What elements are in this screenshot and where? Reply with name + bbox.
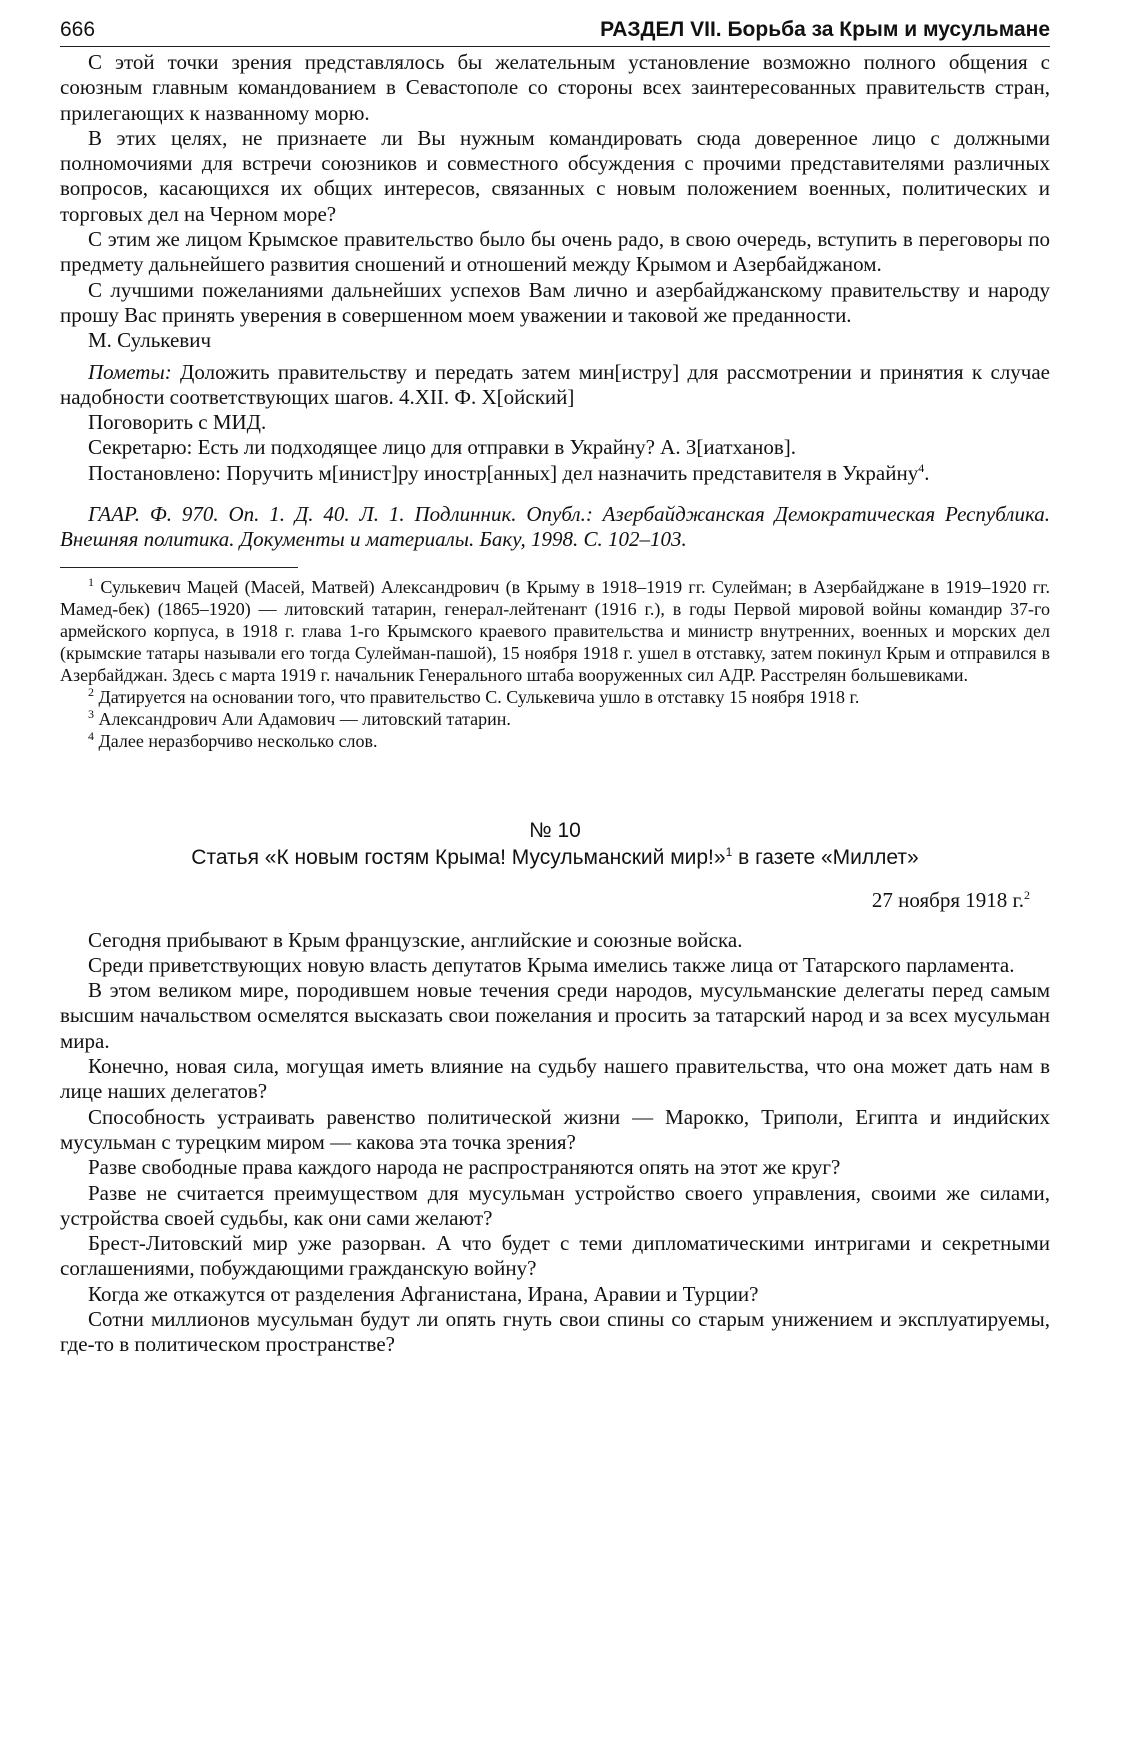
footnote-text: Далее неразборчиво несколько слов. bbox=[98, 730, 378, 751]
article-paragraph: Сотни миллионов мусульман будут ли опять гнуть свои спины со старым унижением и эксплуатируемы, где-то в политическом пространстве? bbox=[60, 1306, 1050, 1357]
note-line bbox=[60, 461, 1050, 486]
document-title bbox=[60, 845, 1050, 870]
footnote-number: 2 bbox=[88, 684, 94, 699]
note-line: Поговорить с МИД. bbox=[88, 410, 267, 435]
footnote bbox=[60, 708, 1050, 730]
document-date-text: 27 ноября 1918 г. bbox=[871, 888, 1024, 913]
note-line-text: Постановлено: Поручить м[инист]ру иностр[анных] дел назначить представителя в Украйну bbox=[88, 460, 919, 485]
note-line: Секретарю: Есть ли подходящее лицо для отправки в Украйну? А. З[иатханов]. bbox=[88, 435, 796, 460]
footnote-text: Александрович Али Адамович — литовский татарин. bbox=[98, 708, 511, 729]
document-title-text-end: в газете «Миллет» bbox=[732, 845, 919, 869]
footnote-number: 4 bbox=[88, 728, 94, 743]
page-body bbox=[60, 50, 1050, 1358]
page-number: 666 bbox=[60, 18, 96, 41]
document-title-text: Статья «К новым гостям Крыма! Мусульманский мир!» bbox=[191, 845, 726, 869]
document-date bbox=[60, 888, 1050, 913]
footnote bbox=[60, 730, 1050, 752]
article-paragraph: Когда же откажутся от разделения Афганистана, Ирана, Аравии и Турции? bbox=[88, 1281, 759, 1306]
footnote-ref: 4 bbox=[918, 460, 925, 475]
footnote bbox=[60, 686, 1050, 708]
letter-paragraph: В этих целях, не признаете ли Вы нужным командировать сюда доверенное лицо с должными полномочиями для встречи союзников и совместного обсуждения с прочими представителями различных вопросов, касающихся их общих интересов, связанных с новым положением военных, политических и торговых дел на Черном море? bbox=[60, 125, 1050, 226]
footnote-text: Датируется на основании того, что правительство С. Сулькевича ушло в отставку 15 ноября 1918 г. bbox=[98, 686, 860, 707]
letter-paragraph: С лучшими пожеланиями дальнейших успехов Вам лично и азербайджанскому правительству и народу прошу Вас принять уверения в совершенном моем уважении и таковой же преданности. bbox=[60, 277, 1050, 327]
article-paragraph: Способность устраивать равенство политической жизни — Марокко, Триполи, Египта и индийских мусульман с турецким миром — какова эта точка зрения? bbox=[60, 1104, 1050, 1154]
note-pomety bbox=[60, 360, 1050, 411]
letter-signature: М. Сулькевич bbox=[88, 328, 212, 353]
document-number: № 10 bbox=[529, 818, 581, 842]
note-pomety-label: Пометы: bbox=[88, 359, 172, 384]
note-pomety-text: Доложить правительству и передать затем мин[истру] для рассмотрении и принятия к случае надобности соответствующих шагов. 4.XII. Ф. Х[ойский] bbox=[60, 359, 1050, 409]
article-paragraph: Брест-Литовский мир уже разорван. А что будет с теми дипломатическими интригами и секретными соглашениями, побуждающими гражданскую войну? bbox=[60, 1231, 1050, 1281]
footnote-ref: 1 bbox=[725, 844, 733, 859]
article-paragraph: Разве свободные права каждого народа не распространяются опять на этот же круг? bbox=[88, 1155, 841, 1180]
section-title: РАЗДЕЛ VII. Борьба за Крым и мусульмане bbox=[600, 18, 1050, 41]
note-line-end: . bbox=[924, 460, 930, 485]
article-paragraph: Среди приветствующих новую власть депутатов Крыма имелись также лица от Татарского парламента. bbox=[88, 952, 1015, 977]
running-header bbox=[60, 16, 1050, 47]
archive-source: ГААР. Ф. 970. Оп. 1. Д. 40. Л. 1. Подлинник. Опубл.: Азербайджанская Демократическая Республика. Внешняя политика. Документы и материалы. Баку, 1998. С. 102–103. bbox=[60, 502, 1050, 552]
article-paragraph: В этом великом мире, породившем новые течения среди народов, мусульманские делегаты перед самым высшим начальством осмелятся высказать свои пожелания и просить за татарский народ и за всех мусульман мира. bbox=[60, 978, 1050, 1053]
letter-paragraph: С этим же лицом Крымское правительство было бы очень радо, в свою очередь, вступить в переговоры по предмету дальнейшего развития сношений и отношений между Крымом и Азербайджаном. bbox=[60, 227, 1050, 277]
article-paragraph: Разве не считается преимуществом для мусульман устройство своего управления, своими же силами, устройства своей судьбы, как они сами желают? bbox=[60, 1180, 1050, 1230]
footnote-text: Сулькевич Мацей (Масей, Матвей) Александрович (в Крыму в 1918–1919 гг. Сулейман; в Азербайджане в 1919–1920 гг. Мамед-бек) (1865–1920) — литовский татарин, генерал-лейтенант (1916 г.), в годы Первой мировой войны командир 37-го армейского корпуса, в 1918 г. глава 1-го Крымского краевого правительства и министр внутренних, военных и морских дел (крымские татары называли его тогда Сулейман-пашой), 15 ноября 1918 г. ушел в отставку, затем покинул Крым и отправился в Азербайджан. Здесь с марта 1919 г. начальник Генерального штаба вооруженных сил АДР. Расстрелян большевиками. bbox=[60, 576, 1051, 685]
article-paragraph: Конечно, новая сила, могущая иметь влияние на судьбу нашего правительства, что она может дать нам в лице наших делегатов? bbox=[60, 1054, 1050, 1104]
footnote-ref: 2 bbox=[1024, 888, 1030, 903]
article-paragraph: Сегодня прибывают в Крым французские, английские и союзные войска. bbox=[88, 927, 743, 952]
footnote bbox=[60, 576, 1050, 686]
footnote-number: 3 bbox=[88, 706, 94, 721]
footnote-divider bbox=[60, 567, 298, 568]
footnote-number: 1 bbox=[88, 574, 94, 589]
letter-paragraph: С этой точки зрения представлялось бы желательным установление возможно полного общения с союзным главным командованием в Севастополе со стороны всех заинтересованных правительств стран, прилегающих к названному морю. bbox=[60, 50, 1050, 125]
